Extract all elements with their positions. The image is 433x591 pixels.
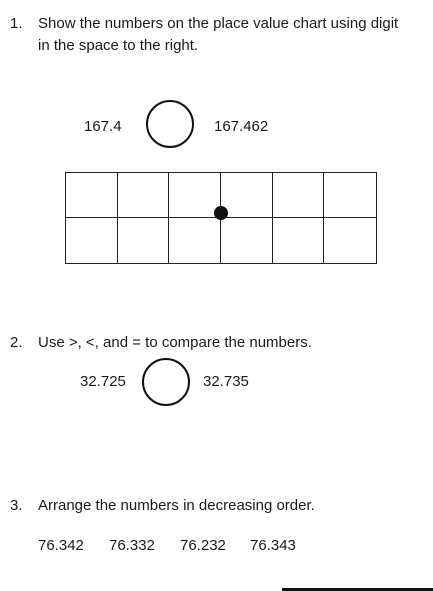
q3-number: 3. — [10, 497, 23, 514]
place-value-cell[interactable] — [66, 173, 118, 218]
q2-text: Use >, <, and = to compare the numbers. — [38, 334, 312, 351]
q1-comparison-circle[interactable] — [146, 100, 194, 148]
q2-comparison-circle[interactable] — [142, 358, 190, 406]
place-value-cell[interactable] — [324, 218, 376, 263]
place-value-cell[interactable] — [273, 218, 325, 263]
decimal-point-dot — [214, 206, 228, 220]
place-value-cell[interactable] — [118, 218, 170, 263]
q1-left-value: 167.4 — [84, 118, 122, 135]
q3-value: 76.332 — [109, 537, 155, 554]
q2-left-value: 32.725 — [80, 373, 126, 390]
place-value-cell[interactable] — [273, 173, 325, 218]
q2-number: 2. — [10, 334, 23, 351]
place-value-cell[interactable] — [221, 173, 273, 218]
place-value-cell[interactable] — [118, 173, 170, 218]
place-value-cell[interactable] — [169, 218, 221, 263]
q3-value: 76.343 — [250, 537, 296, 554]
q3-value: 76.342 — [38, 537, 84, 554]
q1-right-value: 167.462 — [214, 118, 269, 135]
q1-text-line2: in the space to the right. — [38, 37, 199, 54]
q1-text-line1: Show the numbers on the place value chart using digit — [38, 15, 399, 32]
place-value-cell[interactable] — [324, 173, 376, 218]
q1-number: 1. — [10, 15, 23, 32]
q3-value: 76.232 — [180, 537, 226, 554]
place-value-cell[interactable] — [221, 218, 273, 263]
q3-text: Arrange the numbers in decreasing order. — [38, 497, 315, 514]
place-value-cell[interactable] — [66, 218, 118, 263]
q2-right-value: 32.735 — [203, 373, 249, 390]
